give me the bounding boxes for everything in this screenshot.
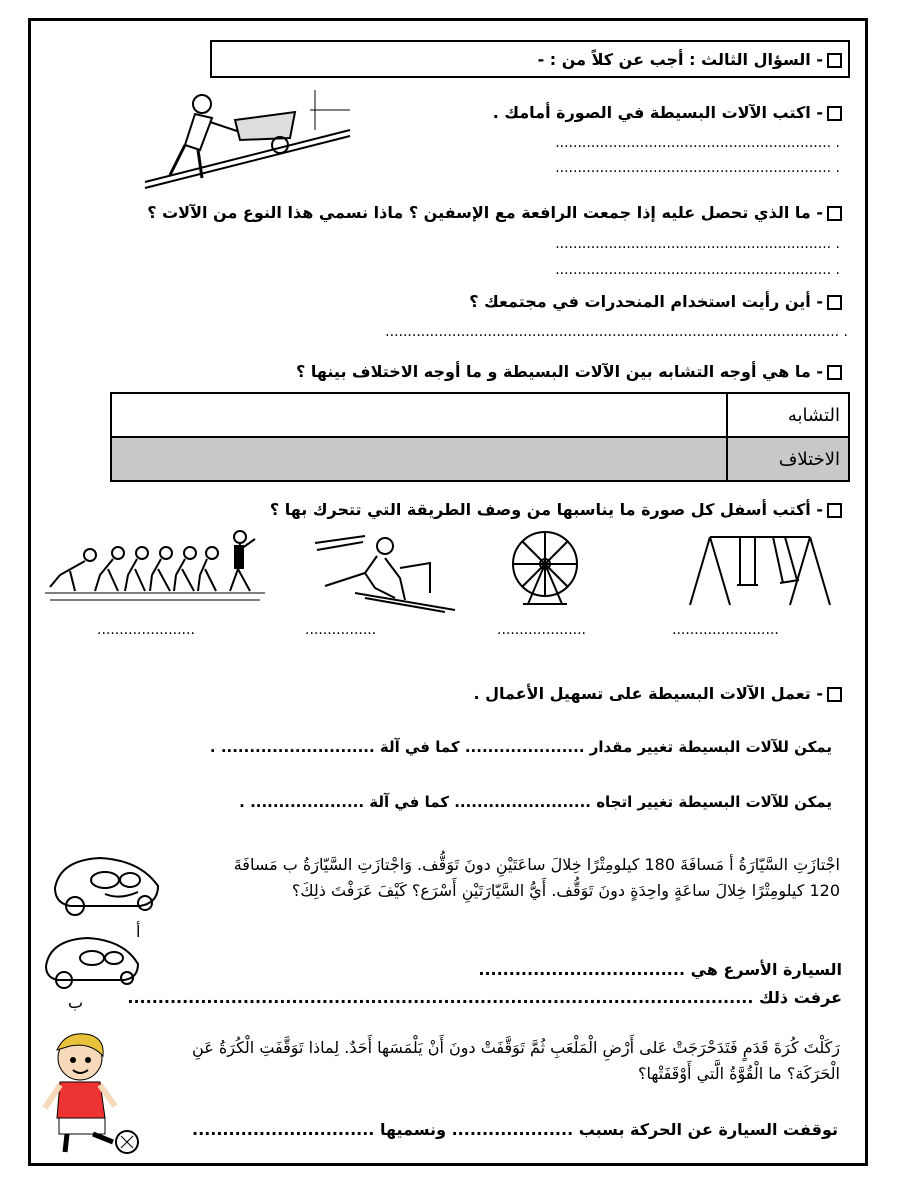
picture-answer-blank[interactable]: ................ xyxy=(305,622,377,638)
picture-answer-blank[interactable]: ...................... xyxy=(97,622,195,638)
comparison-table xyxy=(110,392,850,482)
table-row xyxy=(111,437,849,481)
answer-line[interactable]: . .............................................................. xyxy=(555,262,840,278)
question-3: - أين رأيت استخدام المنحدرات في مجتمعك ؟ xyxy=(469,292,842,311)
answer-line[interactable]: . .............................................................. xyxy=(555,160,840,176)
picture-answer-blank[interactable]: .................... xyxy=(497,622,587,638)
swings-illustration xyxy=(685,525,835,610)
question-5: - أكتب أسفل كل صورة ما يناسبها من وصف الطريقة التي تتحرك بها ؟ xyxy=(270,500,842,519)
car-b-illustration xyxy=(42,928,142,992)
ball-answer[interactable]: توقفت السيارة عن الحركة بسبب .................... ونسميها .............................. xyxy=(192,1120,838,1139)
checkbox-icon xyxy=(827,295,842,310)
ferris-wheel-illustration xyxy=(498,528,593,606)
picture-answer-blank[interactable]: ........................ xyxy=(672,622,779,638)
answer-line[interactable]: . ...................................................................................................... xyxy=(385,324,848,340)
question-2: - ما الذي تحصل عليه إذا جمعت الرافعة مع الإسفين ؟ ماذا نسمي هذا النوع من الآلات ؟ xyxy=(147,203,842,222)
sprinters-illustration xyxy=(40,525,270,610)
cars-story: اجْتازَتِ السَّيّارَةُ أ مَسافَةَ 180 كيلومِتْرًا خِلالَ ساعَتَيْنِ دونَ تَوَقُّف. وَاجْتازَتِ السَّيّارَةُ ب مَسافَةَ 120 كيلومِتْرًا خِلالَ ساعَةٍ واحِدَةٍ دونَ تَوَقُّف. أَيُّ السَّيّارَتَيْنِ أَسْرَع؟ كَيْفَ عَرَفْتَ ذلِكَ؟ xyxy=(233,855,840,900)
question-6: - تعمل الآلات البسيطة على تسهيل الأعمال . xyxy=(473,684,842,703)
checkbox-icon xyxy=(827,503,842,518)
skier-illustration xyxy=(305,528,465,613)
wheelbarrow-ramp-illustration xyxy=(140,90,355,190)
question-4: - ما هي أوجه التشابه بين الآلات البسيطة و ما أوجه الاختلاف بينها ؟ xyxy=(296,362,842,381)
question-1: - اكتب الآلات البسيطة في الصورة أمامك . xyxy=(493,103,842,122)
answer-line[interactable]: . .............................................................. xyxy=(555,236,840,252)
answer-line[interactable]: . .............................................................. xyxy=(555,135,840,151)
faster-car-answer[interactable]: السيارة الأسرع هي .................................. xyxy=(478,960,842,979)
table-row xyxy=(111,393,849,437)
car-a-illustration xyxy=(50,848,162,920)
fill-in-line[interactable]: يمكن للآلات البسيطة تغيير مقدار ..................... كما في آلة ........................... . xyxy=(209,738,832,756)
checkbox-icon xyxy=(827,53,842,68)
car-a-label: أ xyxy=(136,922,141,941)
checkbox-icon xyxy=(827,206,842,221)
how-known-answer[interactable]: عرفت ذلك ....................................................................................................... xyxy=(127,988,842,1007)
checkbox-icon xyxy=(827,687,842,702)
similarity-answer-cell[interactable] xyxy=(111,393,727,437)
difference-answer-cell[interactable] xyxy=(111,437,727,481)
fill-in-line[interactable]: يمكن للآلات البسيطة تغيير اتجاه ........................ كما في آلة .................... . xyxy=(239,793,832,811)
boy-kicking-ball-illustration xyxy=(35,1030,150,1160)
difference-label: الاختلاف xyxy=(727,437,849,481)
ball-story: رَكَلْتَ كُرَةَ قَدَمٍ فَتَدَحْرَجَتْ عَلى أَرْضِ الْمَلْعَبِ ثُمَّ تَوَقَّفَتْ دونَ أَنْ يَلْمَسَها أَحَدٌ. لِماذا تَوَقَّفَتِ الْكُرَةُ عَنِ الْحَرَكَة؟ ما الْقُوَّةُ الَّتي أَوْقَفَتْها؟ xyxy=(192,1038,840,1083)
checkbox-icon xyxy=(827,106,842,121)
checkbox-icon xyxy=(827,365,842,380)
question-title: - السؤال الثالث : أجب عن كلاً من : - xyxy=(538,50,842,69)
similarity-label: التشابه xyxy=(727,393,849,437)
car-b-label: ب xyxy=(68,993,84,1012)
